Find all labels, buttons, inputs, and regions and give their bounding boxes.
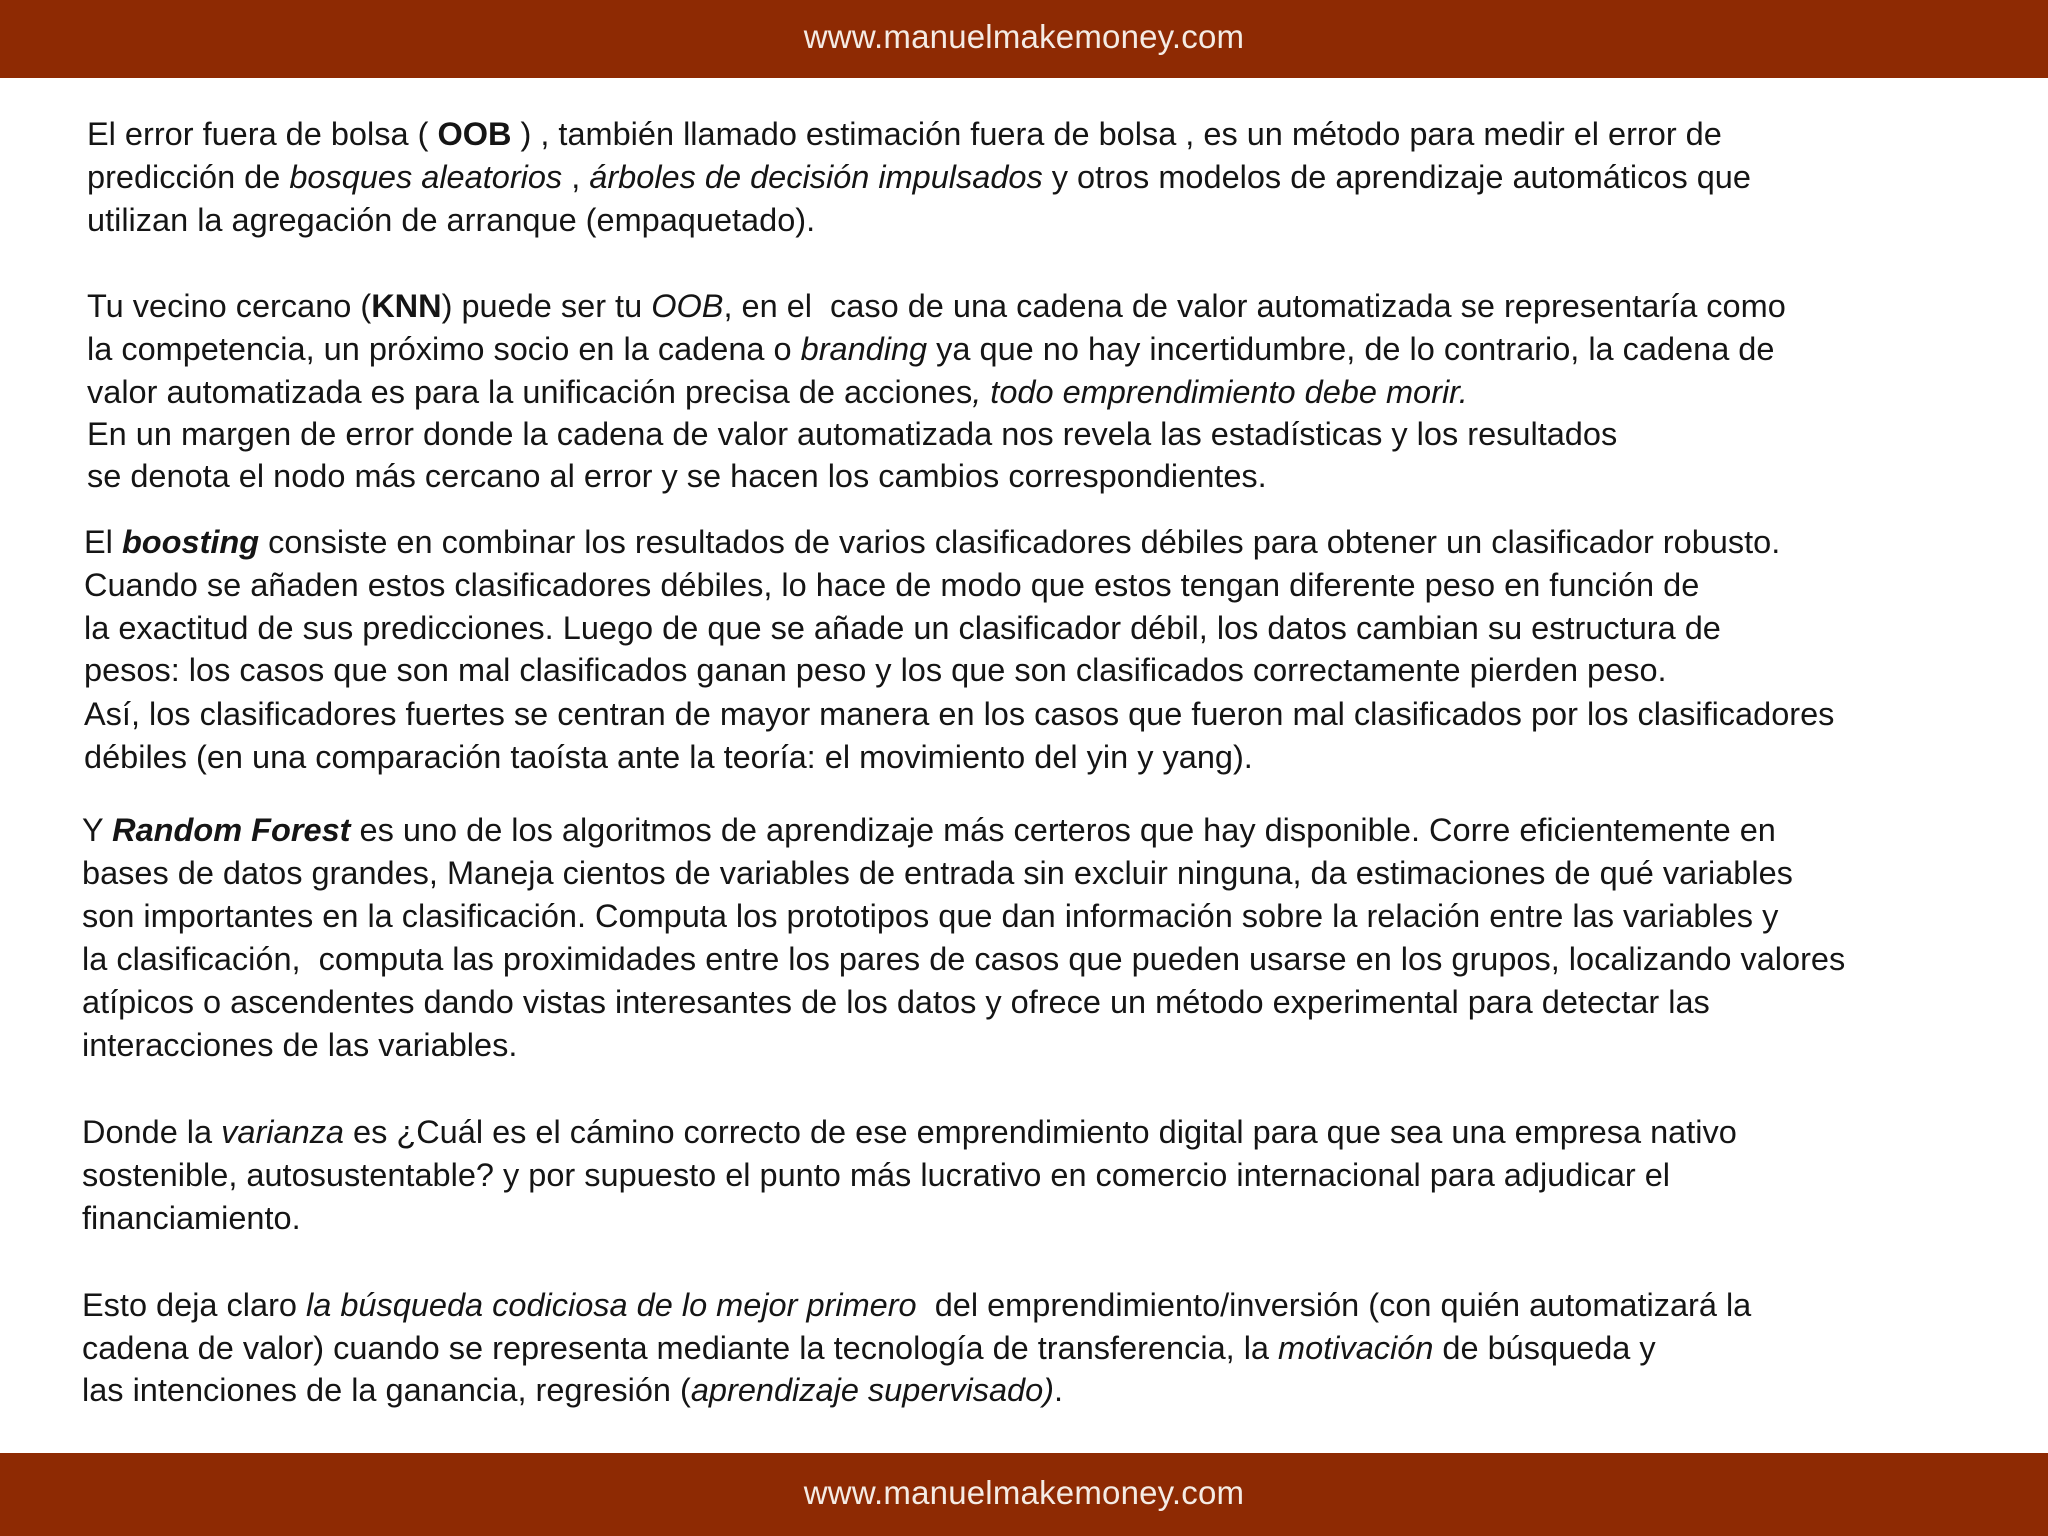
text-run: . — [1054, 1372, 1064, 1408]
header-url: www.manuelmakemoney.com — [803, 18, 1245, 55]
text-run: Donde la — [82, 1114, 222, 1150]
footer-url: www.manuelmakemoney.com — [803, 1474, 1245, 1511]
paragraph-3-line-3 — [84, 608, 1721, 648]
text-run: Cuando se añaden estos clasificadores débiles, lo hace de modo que estos tengan diferente peso en función de — [84, 567, 1700, 603]
text-run: ya que no hay incertidumbre, de lo contrario, la cadena de — [927, 331, 1775, 367]
paragraph-3-line-2 — [84, 565, 1699, 605]
text-run: la exactitud de sus predicciones. Luego de que se añade un clasificador débil, los datos cambian su estructura de — [84, 610, 1721, 646]
paragraph-6-line-1 — [82, 1285, 1751, 1325]
text-run: Y — [82, 812, 113, 848]
paragraph-3-line-5 — [84, 694, 1834, 734]
text-run: de búsqueda y — [1433, 1330, 1656, 1366]
text-run: bases de datos grandes, Maneja cientos de variables de entrada sin excluir ninguna, da estimaciones de qué variables — [82, 855, 1793, 891]
text-run: es ¿Cuál es el cámino correcto de ese emprendimiento digital para que sea una empresa nativo — [343, 1114, 1737, 1150]
text-run: es uno de los algoritmos de aprendizaje más certeros que hay disponible. Corre eficientemente en — [350, 812, 1776, 848]
paragraph-6-line-3 — [82, 1370, 1063, 1410]
text-run: consiste en combinar los resultados de varios clasificadores débiles para obtener un clasificador robusto. — [259, 524, 1781, 560]
italic-term: motivación — [1278, 1330, 1434, 1366]
text-run: ) puede ser tu — [441, 288, 652, 324]
text-run: El error fuera de bolsa ( — [87, 116, 438, 152]
text-run: son importantes en la clasificación. Computa los prototipos que dan información sobre la relación entre las variables y — [82, 898, 1779, 934]
italic-term: varianza — [221, 1114, 344, 1150]
paragraph-4-line-6 — [82, 1025, 517, 1065]
paragraph-6-line-2 — [82, 1328, 1656, 1368]
text-run: interacciones de las variables. — [82, 1027, 518, 1063]
text-run: utilizan la agregación de arranque (empaquetado). — [87, 202, 816, 238]
paragraph-5-line-1 — [82, 1112, 1737, 1152]
text-run: , — [562, 159, 590, 195]
text-run: pesos: los casos que son mal clasificados ganan peso y los que son clasificados correctamente pierden peso. — [84, 652, 1667, 688]
paragraph-2-line-4 — [87, 414, 1617, 454]
text-run: En un margen de error donde la cadena de valor automatizada nos revela las estadísticas y los resultados — [87, 416, 1618, 452]
paragraph-5-line-3 — [82, 1198, 301, 1238]
text-run: atípicos o ascendentes dando vistas interesantes de los datos y ofrece un método experimental para detectar las — [82, 984, 1710, 1020]
text-run: predicción de — [87, 159, 290, 195]
italic-term: bosques aleatorios — [289, 159, 563, 195]
paragraph-5-line-2 — [82, 1155, 1670, 1195]
text-run: , en el caso de una cadena de valor automatizada se representaría como — [723, 288, 1786, 324]
paragraph-4-line-1 — [82, 810, 1776, 850]
paragraph-2-line-2 — [87, 329, 1774, 369]
bold-term: OOB — [437, 116, 512, 152]
paragraph-3-line-4 — [84, 650, 1667, 690]
text-run: las intenciones de la ganancia, regresión ( — [82, 1372, 691, 1408]
text-run: Esto deja claro — [82, 1287, 307, 1323]
paragraph-4-line-2 — [82, 853, 1793, 893]
text-run: la competencia, un próximo socio en la cadena o — [87, 331, 801, 367]
italic-term: , todo emprendimiento debe morir. — [972, 374, 1468, 410]
text-run: Tu vecino cercano ( — [87, 288, 372, 324]
paragraph-2-line-5 — [87, 456, 1267, 496]
text-run: del emprendimiento/inversión (con quién automatizará la — [916, 1287, 1752, 1323]
bold-italic-term: Random Forest — [112, 812, 351, 848]
italic-term: OOB — [651, 288, 724, 324]
text-run: ) , también llamado estimación fuera de bolsa , es un método para medir el error de — [511, 116, 1722, 152]
italic-term: árboles de decisión impulsados — [589, 159, 1043, 195]
text-run: financiamiento. — [82, 1200, 301, 1236]
bold-italic-term: boosting — [121, 524, 260, 560]
text-run: se denota el nodo más cercano al error y se hacen los cambios correspondientes. — [87, 458, 1267, 494]
italic-term: aprendizaje supervisado) — [690, 1372, 1054, 1408]
footer-bar — [0, 1453, 2048, 1536]
paragraph-3-line-1 — [84, 522, 1780, 562]
text-run: Así, los clasificadores fuertes se centran de mayor manera en los casos que fueron mal clasificados por los clasificadores — [84, 696, 1835, 732]
paragraph-1-line-1 — [87, 114, 1722, 154]
paragraph-3-line-6 — [84, 737, 1253, 777]
text-run: valor automatizada es para la unificación precisa de acciones — [87, 374, 973, 410]
text-run: sostenible, autosustentable? y por supuesto el punto más lucrativo en comercio internacional para adjudicar el — [82, 1157, 1671, 1193]
italic-term: la búsqueda codiciosa de lo mejor primero — [306, 1287, 917, 1323]
paragraph-2-line-1 — [87, 286, 1786, 326]
italic-term: branding — [800, 331, 928, 367]
text-run: El — [84, 524, 122, 560]
paragraph-4-line-4 — [82, 939, 1845, 979]
text-run: cadena de valor) cuando se representa mediante la tecnología de transferencia, la — [82, 1330, 1279, 1366]
bold-term: KNN — [371, 288, 442, 324]
paragraph-2-line-3 — [87, 372, 1468, 412]
text-run: débiles (en una comparación taoísta ante la teoría: el movimiento del yin y yang). — [84, 739, 1253, 775]
paragraph-1-line-3 — [87, 200, 815, 240]
text-run: y otros modelos de aprendizaje automáticos que — [1042, 159, 1751, 195]
paragraph-4-line-5 — [82, 982, 1710, 1022]
paragraph-1-line-2 — [87, 157, 1751, 197]
text-run: la clasificación, computa las proximidades entre los pares de casos que pueden usarse en los grupos, localizando valores — [82, 941, 1846, 977]
paragraph-4-line-3 — [82, 896, 1778, 936]
